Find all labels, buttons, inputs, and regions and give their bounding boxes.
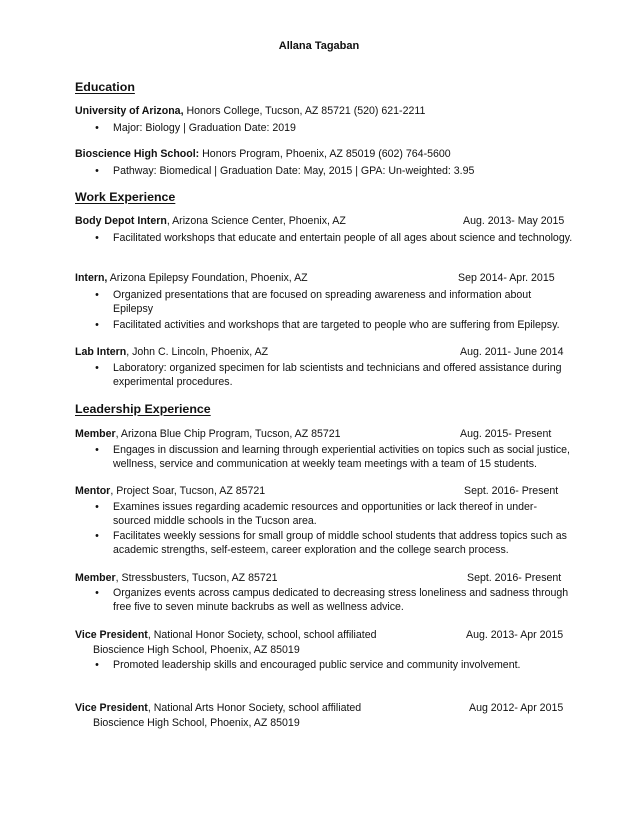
leadership-role: Vice President — [75, 629, 148, 641]
leadership-date: Aug 2012- Apr 2015 — [469, 702, 564, 714]
leadership-detail: , National Honor Society, school, school affiliated — [147, 629, 377, 641]
work-role: Intern, — [75, 272, 108, 284]
leadership-date: Aug. 2013- Apr 2015 — [466, 629, 564, 641]
work-bullet: Facilitated workshops that educate and entertain people of all ages about science and technology. — [113, 232, 573, 244]
leadership-detail: , Stressbusters, Tucson, AZ 85721 — [115, 572, 278, 584]
bullet-icon: • — [95, 122, 99, 134]
work-bullet: Organized presentations that are focused on spreading awareness and information about Epilepsy — [113, 289, 532, 315]
education-entry-heading — [75, 104, 425, 118]
work-bullet: Facilitated activities and workshops that are targeted to people who are suffering from Epilepsy. — [113, 319, 560, 331]
leadership-subline: Bioscience High School, Phoenix, AZ 85019 — [93, 644, 300, 656]
work-detail: Arizona Epilepsy Foundation, Phoenix, AZ — [107, 272, 308, 284]
leadership-entry-heading — [75, 484, 265, 498]
education-bullet: Pathway: Biomedical | Graduation Date: May, 2015 | GPA: Un-weighted: 3.95 — [113, 165, 475, 177]
leadership-subline: Bioscience High School, Phoenix, AZ 85019 — [93, 717, 300, 729]
section-title-leadership: Leadership Experience — [75, 402, 211, 416]
leadership-bullet: Promoted leadership skills and encouraged public service and community involvement. — [113, 659, 521, 671]
bullet-icon: • — [95, 362, 99, 374]
education-bullet: Major: Biology | Graduation Date: 2019 — [113, 122, 296, 134]
leadership-entry-heading — [75, 628, 377, 642]
leadership-role: Vice President — [75, 702, 148, 714]
work-detail: , John C. Lincoln, Phoenix, AZ — [126, 346, 269, 358]
bullet-icon: • — [95, 587, 99, 599]
bullet-icon: • — [95, 659, 99, 671]
leadership-bullet: Examines issues regarding academic resources and opportunities or lack thereof in under-sourced middle schools in the Tucson area. — [113, 501, 537, 527]
resume-name: Allana Tagaban — [278, 40, 360, 52]
bullet-icon: • — [95, 232, 99, 244]
work-role: Body Depot Intern — [75, 215, 167, 227]
leadership-bullet: Engages in discussion and learning through experiential activities on topics such as social justice, wellness, service and communication at weekly team meetings with a team of 15 students. — [113, 444, 570, 470]
leadership-entry-heading — [75, 701, 361, 715]
leadership-role: Member — [75, 572, 116, 584]
bullet-icon: • — [95, 530, 99, 542]
bullet-icon: • — [95, 444, 99, 456]
work-entry-heading — [75, 271, 308, 285]
work-date: Aug. 2011- June 2014 — [460, 346, 564, 358]
leadership-date: Sept. 2016- Present — [467, 572, 562, 584]
bullet-icon: • — [95, 501, 99, 513]
leadership-bullet: Facilitates weekly sessions for small group of middle school students that address topics such as academic strengths, self-esteem, career exploration and the college search process. — [113, 530, 567, 556]
work-role: Lab Intern — [75, 346, 127, 358]
education-detail: Honors Program, Phoenix, AZ 85019 (602) 764-5600 — [199, 148, 451, 160]
work-date: Sep 2014- Apr. 2015 — [458, 272, 555, 284]
leadership-role: Mentor — [75, 485, 111, 497]
leadership-entry-heading — [75, 427, 341, 441]
leadership-detail: , Project Soar, Tucson, AZ 85721 — [110, 485, 266, 497]
work-entry-heading — [75, 345, 268, 359]
leadership-date: Aug. 2015- Present — [460, 428, 552, 440]
leadership-detail: , National Arts Honor Society, school affiliated — [147, 702, 362, 714]
section-title-education: Education — [75, 80, 135, 94]
bullet-icon: • — [95, 165, 99, 177]
leadership-bullet: Organizes events across campus dedicated to decreasing stress loneliness and sadness through free five to seven minute backrubs as well as wellness advice. — [113, 587, 569, 613]
work-detail: , Arizona Science Center, Phoenix, AZ — [166, 215, 346, 227]
leadership-entry-heading — [75, 571, 278, 585]
bullet-icon: • — [95, 289, 99, 301]
work-entry-heading — [75, 214, 346, 228]
bullet-icon: • — [95, 319, 99, 331]
education-org: Bioscience High School: — [75, 148, 200, 160]
leadership-date: Sept. 2016- Present — [464, 485, 559, 497]
work-bullet: Laboratory: organized specimen for lab scientists and technicians and offered assistance during experimental procedures. — [113, 362, 562, 388]
education-detail: Honors College, Tucson, AZ 85721 (520) 621-2211 — [183, 105, 426, 117]
leadership-role: Member — [75, 428, 116, 440]
section-title-work: Work Experience — [75, 190, 176, 204]
education-entry-heading — [75, 147, 451, 161]
leadership-detail: , Arizona Blue Chip Program, Tucson, AZ 85721 — [115, 428, 341, 440]
work-date: Aug. 2013- May 2015 — [463, 215, 565, 227]
education-org: University of Arizona, — [75, 105, 184, 117]
